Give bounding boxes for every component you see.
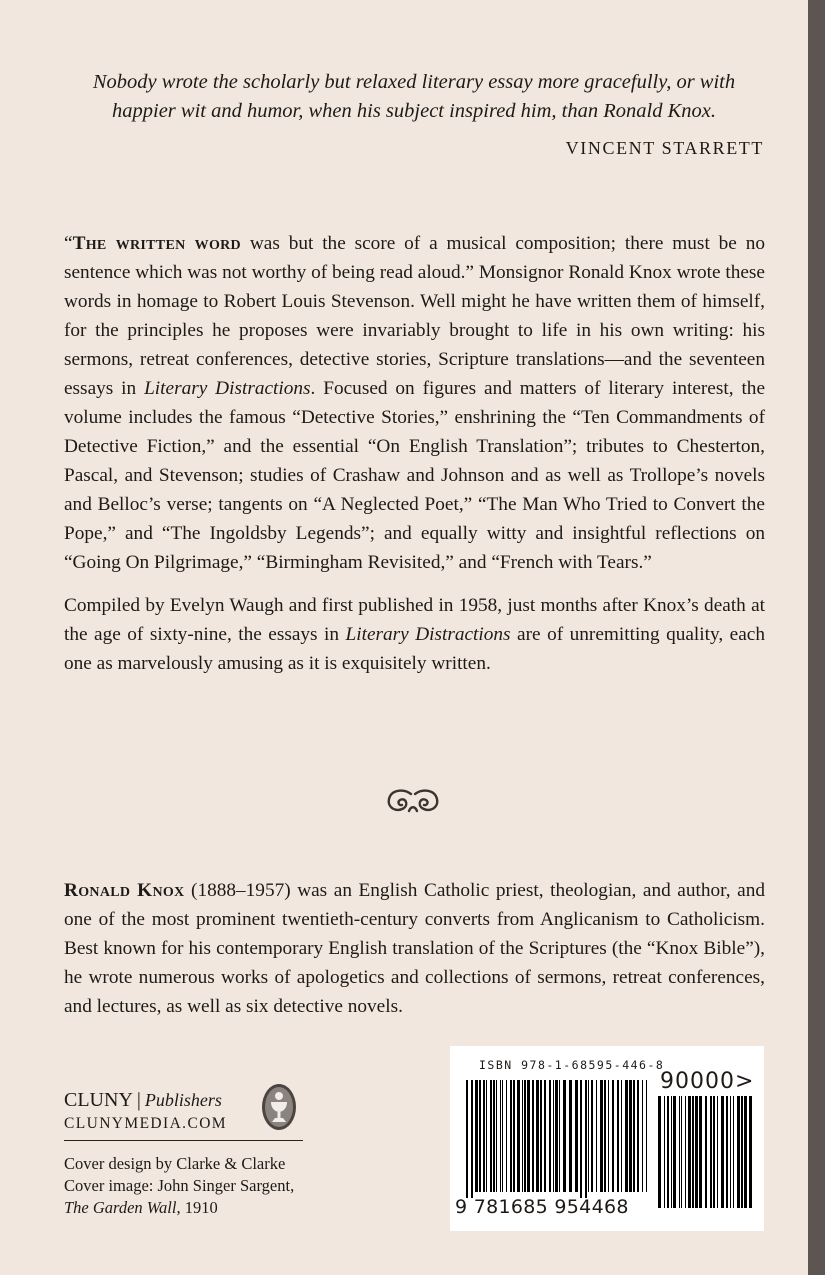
epigraph-quote xyxy=(64,68,764,126)
barcode-bar xyxy=(667,1096,669,1208)
barcode-bar xyxy=(580,1080,582,1198)
barcode-bar xyxy=(549,1080,551,1192)
barcode-bar xyxy=(466,1080,468,1198)
description-text: Compiled by Evelyn Waugh and first published in 1958, just months after Knox’s death at the age of sixty-nine, the essays in xyxy=(64,595,765,645)
barcode-bar xyxy=(617,1080,619,1192)
barcode-bar xyxy=(612,1080,614,1192)
barcode-bar xyxy=(500,1080,501,1192)
barcode-bar xyxy=(621,1080,622,1192)
publisher-url: CLUNYMEDIA.COM xyxy=(64,1115,227,1132)
barcode-bar xyxy=(633,1080,635,1192)
barcode-bar xyxy=(664,1096,665,1208)
barcode-bar xyxy=(673,1096,676,1208)
description-text: are of unremitting quality, each one as marvelously amusing as it is exquisitely written. xyxy=(64,624,765,674)
barcode-bar xyxy=(575,1080,578,1192)
barcode-bar xyxy=(596,1080,597,1192)
fleuron-ornament xyxy=(0,786,825,824)
book-title: Literary Distractions xyxy=(345,624,511,645)
barcode-bar xyxy=(710,1096,712,1208)
barcode-bar xyxy=(517,1080,520,1192)
book-spine-edge xyxy=(808,0,825,1275)
chalice-emblem-icon xyxy=(261,1083,297,1131)
barcode-bar xyxy=(671,1096,672,1208)
barcode-bar xyxy=(513,1080,515,1192)
description-text: was but the score of a musical composition; there must be no sentence which was not worthy of being read aloud.” Monsignor Ronald Knox wrote these words in homage to Robert Louis Stevenson. Well might he have written them of himself, for the principles he proposes were invariably brought to life in his own writing: his sermons, retreat conferences, detective stories, Scripture translations—and the seventeen essays in xyxy=(64,233,766,399)
barcode-bar xyxy=(695,1096,698,1208)
book-title: Literary Distractions xyxy=(144,378,311,399)
barcode-bar xyxy=(692,1096,694,1208)
barcode-bar xyxy=(637,1080,639,1192)
barcode-bar xyxy=(493,1080,495,1192)
barcode-bar xyxy=(705,1096,707,1208)
barcode-bar xyxy=(569,1080,572,1192)
barcode-bar xyxy=(490,1080,492,1192)
barcode-bar xyxy=(522,1080,523,1192)
barcode-bar xyxy=(604,1080,606,1192)
addon-barcode xyxy=(656,1096,754,1220)
barcode-bar xyxy=(510,1080,512,1192)
barcode-bar xyxy=(646,1080,647,1192)
isbn-barcode-panel xyxy=(450,1046,764,1231)
barcode-bar xyxy=(588,1080,589,1192)
barcode-bar xyxy=(741,1096,743,1208)
description-paragraph-2 xyxy=(64,591,765,678)
barcode-bar xyxy=(486,1080,487,1192)
author-bio xyxy=(64,876,765,1021)
divider-rule xyxy=(64,1140,303,1141)
barcode-bar xyxy=(544,1080,546,1192)
design-credit: Cover design by Clarke & Clarke xyxy=(64,1154,286,1173)
barcode-bar xyxy=(591,1080,593,1192)
lead-in-smallcaps: The written word xyxy=(72,233,241,254)
open-quote: “ xyxy=(64,233,73,254)
publisher-imprint xyxy=(64,1087,222,1113)
epigraph-line-1: Nobody wrote the scholarly but relaxed literary essay more gracefully, or with xyxy=(92,71,736,93)
barcode-bar xyxy=(608,1080,609,1192)
isbn-number: ISBN 978-1-68595-446-8 xyxy=(479,1058,665,1072)
publisher-subtitle: Publishers xyxy=(144,1090,222,1110)
description-paragraph-1 xyxy=(64,229,765,577)
barcode-bar xyxy=(749,1096,752,1208)
barcode-bar xyxy=(471,1080,473,1198)
barcode-bar xyxy=(685,1096,686,1208)
barcode-bar xyxy=(713,1096,715,1208)
barcode-bar xyxy=(688,1096,691,1208)
cover-credits xyxy=(64,1153,294,1219)
barcode-bar xyxy=(527,1080,530,1192)
barcode-bar xyxy=(730,1096,731,1208)
barcode-bar xyxy=(475,1080,478,1192)
book-description xyxy=(64,229,765,692)
barcode-bar xyxy=(733,1096,734,1208)
barcode-bar xyxy=(479,1080,481,1192)
barcode-bar xyxy=(726,1096,728,1208)
description-text: . Focused on figures and matters of literary interest, the volume includes the famous “Detective Stories,” enshrining the “Ten Commandments of Detective Fiction,” and the essential “On English Translation”; tributes to Chesterton, Pascal, and Stevenson; studies of Crashaw and Johnson and as well as Trollope’s novels and Belloc’s verse; tangents on “A Neglected Poet,” “The Man Who Tried to Convert the Pope,” and “The Ingoldsby Legends”; and equally witty and insightful reflections on “Going On Pilgrimage,” “Birmingham Revisited,” and “French with Tears.” xyxy=(64,378,765,573)
barcode-bar xyxy=(506,1080,507,1192)
barcode-bar xyxy=(532,1080,534,1192)
fleuron-icon xyxy=(383,786,443,816)
barcode-bar xyxy=(536,1080,539,1192)
barcode-bar xyxy=(721,1096,724,1208)
barcode-bar xyxy=(563,1080,566,1192)
epigraph-attribution: VINCENT STARRETT xyxy=(565,138,764,158)
painting-title: The Garden Wall xyxy=(64,1198,177,1217)
image-credit-title-line xyxy=(64,1197,294,1219)
barcode-bar xyxy=(585,1080,587,1198)
barcode-bar xyxy=(737,1096,740,1208)
barcode-digits: 9 781685 954468 xyxy=(455,1196,629,1218)
barcode-bar xyxy=(629,1080,632,1192)
barcode-bar xyxy=(502,1080,503,1192)
barcode-bar xyxy=(496,1080,497,1192)
barcode-bar xyxy=(717,1096,718,1208)
barcode-bar xyxy=(642,1080,643,1192)
barcode-bar xyxy=(555,1080,558,1192)
barcode-bar xyxy=(553,1080,554,1192)
barcode-bar xyxy=(600,1080,603,1192)
ean-barcode xyxy=(464,1080,650,1204)
barcode-bar xyxy=(699,1096,702,1208)
publisher-name: CLUNY xyxy=(64,1089,133,1111)
barcode-bar xyxy=(540,1080,542,1192)
barcode-bar xyxy=(559,1080,560,1192)
bio-text: (1888–1957) was an English Catholic priest, theologian, and author, and one of the most prominent twentieth-century converts from Anglicanism to Catholicism. Best known for his contemporary English translation of the Scriptures (the “Knox Bible”), he wrote numerous works of apologetics and collections of sermons, retreat conferences, and lectures, as well as six detective novels. xyxy=(64,880,766,1017)
barcode-bar xyxy=(483,1080,485,1192)
barcode-bar xyxy=(625,1080,628,1192)
price-code: 90000> xyxy=(660,1069,755,1094)
painting-year: , 1910 xyxy=(176,1198,218,1217)
barcode-bar xyxy=(681,1096,682,1208)
image-credit: Cover image: John Singer Sargent, xyxy=(64,1176,295,1195)
barcode-bar xyxy=(679,1096,680,1208)
publisher-separator: | xyxy=(136,1089,141,1111)
author-name: Ronald Knox xyxy=(64,880,185,901)
barcode-bar xyxy=(658,1096,661,1208)
barcode-bar xyxy=(524,1080,526,1192)
barcode-bar xyxy=(744,1096,747,1208)
epigraph-line-2: happier wit and humor, when his subject inspired him, than Ronald Knox. xyxy=(112,100,716,122)
